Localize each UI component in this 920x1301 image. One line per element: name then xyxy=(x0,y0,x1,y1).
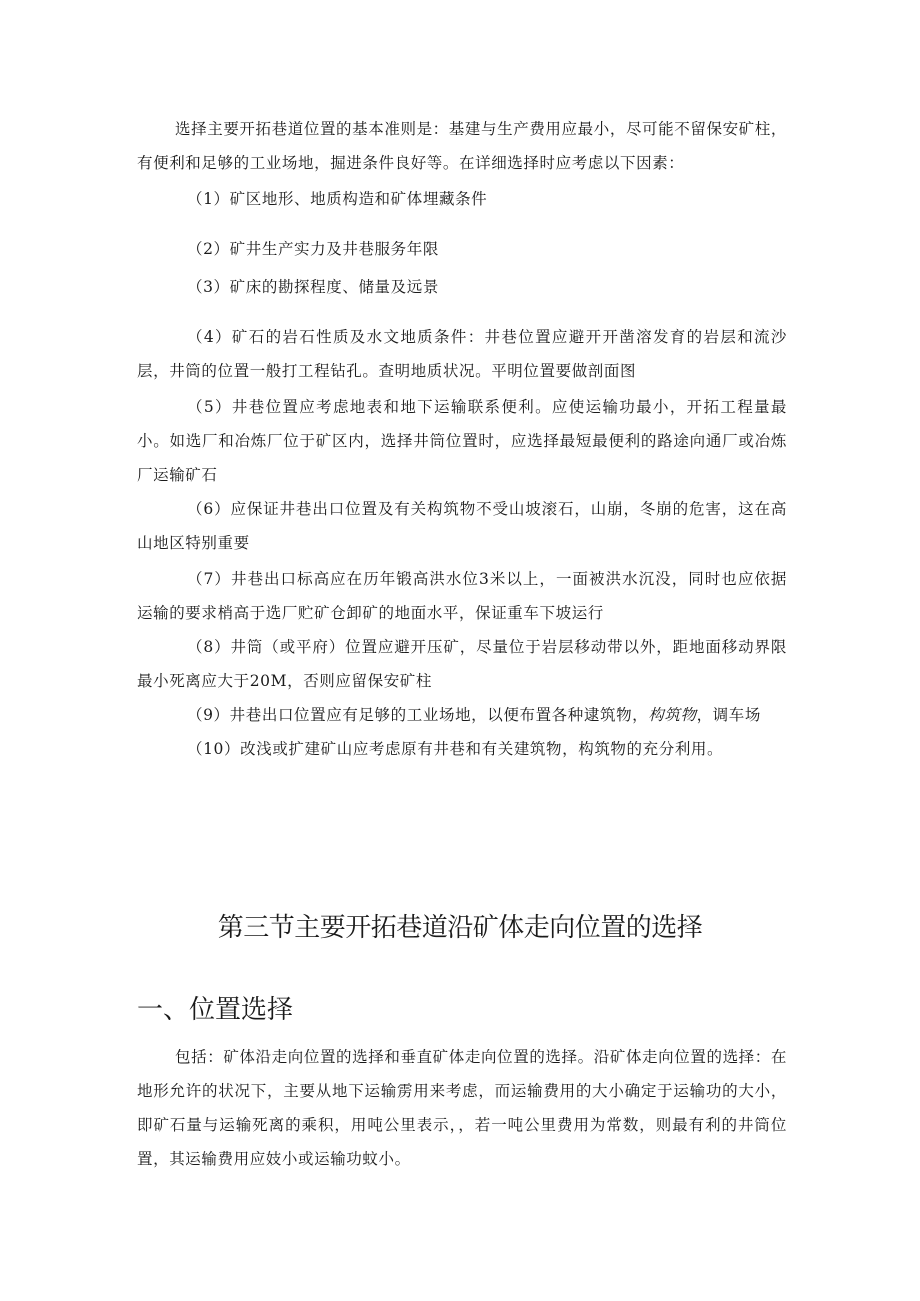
factor-1: （1）矿区地形、地质构造和矿体埋藏条件 xyxy=(187,190,488,208)
factor-9-emphasis: 构筑物 xyxy=(648,706,697,724)
factor-9-tail: ，调车场 xyxy=(696,706,761,724)
factor-5: （5）井巷位置应考虑地表和地下运输联系便利。应使运输功最小，开拓工程量最小。如选厂和冶炼厂位于矿区内，选择井筒位置时，应选择最短最便利的路途向通厂或冶炼厂运输矿石 xyxy=(137,398,787,484)
factor-6: （6）应保证井巷出口位置及有关构筑物不受山坡滚石，山崩，冬崩的危害，这在高山地区特别重要 xyxy=(137,500,787,552)
factor-9-text: （9）井巷出口位置应有足够的工业场地，以便布置各种逮筑物， xyxy=(187,706,649,724)
factor-10: （10）改浅或扩建矿山应考虑原有井巷和有关建筑物，构筑物的充分利用。 xyxy=(187,740,724,758)
factor-4: （4）矿石的岩石性质及水文地质条件：井巷位置应避开开凿溶发育的岩层和流沙层，井筒的位置一般打工程钻孔。查明地质状况。平明位置要做剖面图 xyxy=(137,328,787,380)
factor-2: （2）矿井生产实力及井巷服务年限 xyxy=(187,240,439,258)
intro-paragraph: 选择主要开拓巷道位置的基本准则是：基建与生产费用应最小，尽可能不留保安矿柱，有便利和足够的工业场地，掘进条件良好等。在详细选择时应考虑以下因素： xyxy=(137,120,787,172)
factor-3: （3）矿床的勘探程度、储量及远景 xyxy=(187,278,439,296)
factor-9 xyxy=(137,698,787,732)
section-paragraph: 包括：矿体沿走向位置的选择和垂直矿体走向位置的选择。沿矿体走向位置的选择：在地形允许的状况下，主要从地下运输雳用来考虑，而运输费用的大小确定于运输功的大小，即矿石量与运输死离的乘积，用吨公里表示，，若一吨公里费用为常数，则最有利的井筒位置，其运输费用应妓小或运输功蚊小。 xyxy=(137,1048,787,1168)
factor-7: （7）井巷出口标高应在历年锻高洪水位3米以上，一面被洪水沉没，同时也应依据运输的要求梢高于选厂贮矿仓卸矿的地面水平，保证重车下坡运行 xyxy=(137,570,787,622)
subsection-title: 一、位置选择 xyxy=(137,995,294,1025)
section-title: 第三节主要开拓巷道沿矿体走向位置的选择 xyxy=(217,913,703,943)
factor-8: （8）井筒（或平府）位置应避开压矿，尽量位于岩层移动带以外，距地面移动界限最小死离应大于20M，否则应留保安矿柱 xyxy=(137,638,787,690)
